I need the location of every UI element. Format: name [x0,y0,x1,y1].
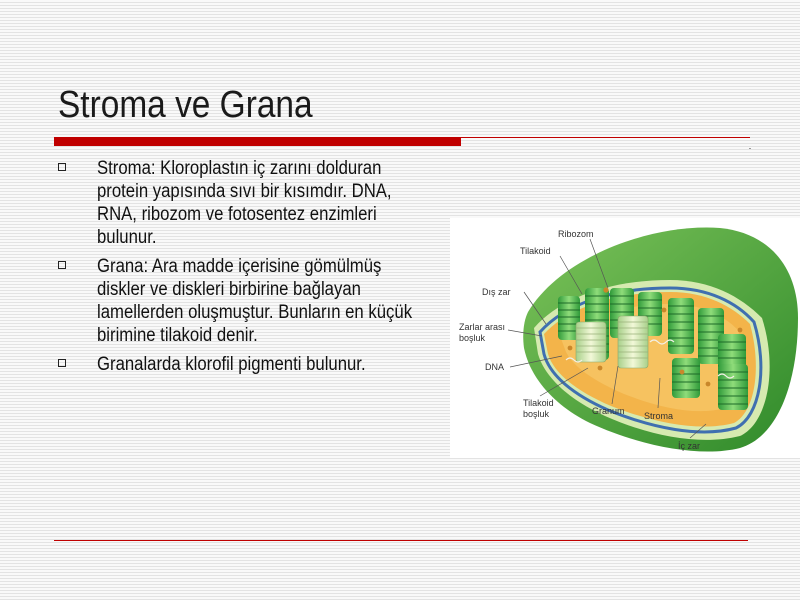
label-zarlar-arasi-bosluk: boşluk [459,333,486,343]
label-ribozom: Ribozom [558,229,594,239]
bullet-text: Grana: Ara madde içerisine gömülmüş diskler ve diskleri birbirine bağlayan lamellerden oluşmuştur. Bunların en küçük birimine tilakoid denir. [97,256,413,346]
label-tilakoid-bosluk-2: boşluk [523,409,550,419]
label-tilakoid-bosluk: Tilakoid [523,398,554,408]
bullet-item [56,157,456,249]
label-tilakoid: Tilakoid [520,246,551,256]
label-stroma: Stroma [644,411,674,421]
footer-divider [54,540,748,541]
square-bullet-icon [58,163,66,171]
bullet-item [56,353,456,376]
label-granum: Granum [592,406,625,416]
slide-title: Stroma ve Grana [58,84,313,126]
title-underline-thin [54,137,750,138]
label-zarlar-arasi: Zarlar arası [459,322,506,332]
label-dna: DNA [485,362,505,372]
bullet-text: Granalarda klorofil pigmenti bulunur. [97,354,366,375]
bullet-text: Stroma: Kloroplastın iç zarını dolduran protein yapısında sıvı bir kısımdır. DNA, RNA, ribozom ve fotosentez enzimleri bulunur. [97,158,392,248]
chloroplast-diagram [450,218,800,458]
title-underline-thick [54,137,461,146]
square-bullet-icon [58,359,66,367]
chloroplast-illustration [450,218,800,458]
bullet-list [56,157,456,382]
label-dis-zar: Dış zar [482,287,511,297]
title-underline-tick [749,148,751,149]
bullet-item [56,255,456,347]
label-ic-zar: İç zar [678,441,701,451]
square-bullet-icon [58,261,66,269]
